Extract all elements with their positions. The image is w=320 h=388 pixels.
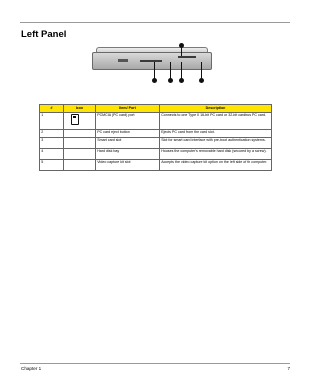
section-heading: Left Panel (21, 29, 67, 40)
row-icon (64, 129, 96, 137)
ports-table (39, 104, 272, 171)
table-row (40, 148, 272, 159)
row-port: Hard disk bay (96, 148, 160, 159)
table-row (40, 137, 272, 148)
row-port: Video capture kit slot (96, 159, 160, 170)
left-panel-figure (82, 38, 232, 90)
table-row (40, 129, 272, 137)
table-row (40, 112, 272, 129)
chapter-label: Chapter 1 (21, 366, 42, 371)
callout-3 (168, 78, 173, 83)
row-icon (64, 137, 96, 148)
pcmcia-slot (140, 60, 162, 62)
row-port: PC card eject button (96, 129, 160, 137)
row-icon (64, 148, 96, 159)
row-icon (64, 159, 96, 170)
header-number: # (40, 105, 64, 113)
callout-leader-2 (154, 62, 155, 78)
callout-2 (152, 78, 157, 83)
header-icon: Icon (64, 105, 96, 113)
row-description: Houses the computer's removable hard disk (secured by a screw). (160, 148, 272, 159)
pcmcia-card-icon (71, 114, 79, 125)
footer-rule (20, 363, 290, 364)
header-rule (20, 22, 290, 23)
video-kit-slot (118, 59, 128, 62)
row-number: 3 (40, 137, 64, 148)
row-description: Accepts the video capture kit option on the left side of th computer. (160, 159, 272, 170)
table-row (40, 159, 272, 170)
row-number: 5 (40, 159, 64, 170)
callout-leader-3 (170, 62, 171, 78)
page-number: 7 (287, 366, 290, 371)
smart-card-slot (178, 56, 196, 58)
callout-leader-5 (201, 62, 202, 78)
row-port: PCMCIA (PC card) port (96, 112, 160, 129)
row-icon (64, 112, 96, 129)
callout-leader-1 (181, 48, 182, 56)
header-item-port: Item/ Port (96, 105, 160, 113)
row-description: Slot for smart card interface with pre-boot authentication systems. (160, 137, 272, 148)
header-description: Description (160, 105, 272, 113)
row-number: 1 (40, 112, 64, 129)
callout-5 (199, 78, 204, 83)
table-header-row (40, 105, 272, 113)
row-description: Ejects PC card from the card slot. (160, 129, 272, 137)
row-number: 2 (40, 129, 64, 137)
row-port: Smart card slot (96, 137, 160, 148)
row-number: 4 (40, 148, 64, 159)
callout-leader-4 (181, 62, 182, 78)
callout-4 (179, 78, 184, 83)
row-description: Connects to one Type II 16-bit PC card or 32-bit cardbus PC card. (160, 112, 272, 129)
